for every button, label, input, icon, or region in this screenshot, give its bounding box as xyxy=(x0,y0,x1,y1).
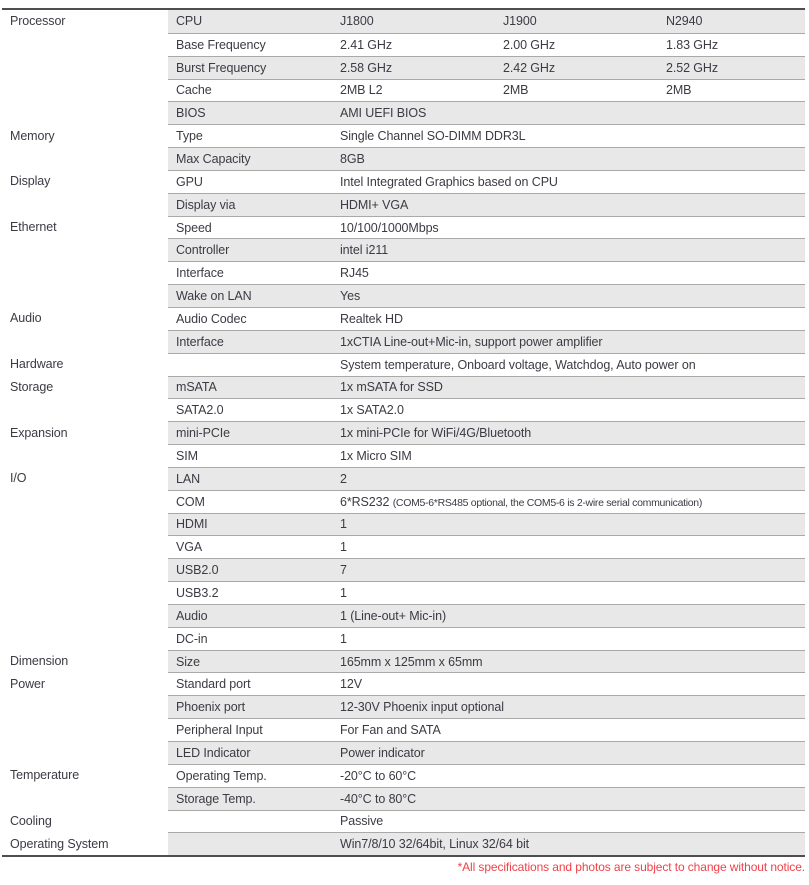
row-value: 1x SATA2.0 xyxy=(340,403,404,418)
row-key: USB2.0 xyxy=(176,563,219,578)
row-body xyxy=(168,376,805,399)
row-values xyxy=(340,243,805,257)
row-key: Display via xyxy=(176,197,236,212)
row-category xyxy=(2,261,168,284)
row-category xyxy=(2,718,168,741)
spec-row xyxy=(2,490,805,513)
row-value: 2.41 GHz xyxy=(340,37,393,52)
row-values xyxy=(340,198,805,212)
row-category: Storage xyxy=(2,376,168,399)
row-category: Processor xyxy=(2,10,168,33)
spec-row xyxy=(2,467,805,490)
row-category: Power xyxy=(2,672,168,695)
row-key: Interface xyxy=(176,266,224,281)
row-category xyxy=(2,284,168,307)
row-values xyxy=(340,655,805,669)
row-value: 7 xyxy=(340,563,347,578)
row-category xyxy=(2,490,168,513)
spec-row xyxy=(2,147,805,170)
row-category: Operating System xyxy=(2,832,168,855)
row-key: mSATA xyxy=(176,380,217,395)
spec-row xyxy=(2,764,805,787)
row-body xyxy=(168,832,805,855)
row-value: 10/100/1000Mbps xyxy=(340,220,439,235)
row-category xyxy=(2,627,168,650)
row-body xyxy=(168,810,805,833)
row-values xyxy=(340,792,805,806)
row-key: Controller xyxy=(176,243,230,258)
row-value: 12V xyxy=(340,677,362,692)
row-category xyxy=(2,147,168,170)
row-key: HDMI xyxy=(176,517,208,532)
spec-row xyxy=(2,79,805,102)
row-body xyxy=(168,513,805,536)
row-key: VGA xyxy=(176,540,203,555)
row-value: N2940 xyxy=(666,14,703,29)
spec-row xyxy=(2,101,805,124)
row-value: Yes xyxy=(340,289,361,304)
spec-row xyxy=(2,353,805,376)
row-values xyxy=(340,769,805,783)
row-values xyxy=(340,814,805,828)
row-key: Base Frequency xyxy=(176,37,266,52)
row-values xyxy=(340,837,805,851)
row-values xyxy=(340,540,805,554)
row-key: Interface xyxy=(176,334,224,349)
row-category xyxy=(2,695,168,718)
row-value: 1x mSATA for SSD xyxy=(340,380,443,395)
row-values xyxy=(340,83,805,97)
row-values xyxy=(340,221,805,235)
row-values xyxy=(340,129,805,143)
spec-row xyxy=(2,627,805,650)
row-body xyxy=(168,193,805,216)
row-values xyxy=(340,746,805,760)
row-values xyxy=(340,289,805,303)
row-body xyxy=(168,535,805,558)
row-category: Hardware xyxy=(2,353,168,376)
spec-row xyxy=(2,695,805,718)
row-body xyxy=(168,467,805,490)
row-key: Max Capacity xyxy=(176,151,251,166)
row-value: -40°C to 80°C xyxy=(340,791,417,806)
row-value: HDMI+ VGA xyxy=(340,197,409,212)
spec-row xyxy=(2,650,805,673)
spec-row xyxy=(2,56,805,79)
row-values xyxy=(340,517,805,531)
row-values xyxy=(340,175,805,189)
row-category: Dimension xyxy=(2,650,168,673)
spec-row xyxy=(2,810,805,833)
spec-row xyxy=(2,10,805,33)
row-category xyxy=(2,398,168,421)
row-value: J1900 xyxy=(503,14,537,29)
row-value: 2MB xyxy=(503,83,529,98)
row-value: 2MB xyxy=(666,83,692,98)
row-key: SIM xyxy=(176,448,198,463)
row-key: Standard port xyxy=(176,677,251,692)
row-value: Realtek HD xyxy=(340,311,403,326)
row-value-note: (COM5-6*RS485 optional, the COM5-6 is 2-wire serial communication) xyxy=(392,496,703,509)
row-value: 1 xyxy=(340,517,347,532)
row-key: Peripheral Input xyxy=(176,723,263,738)
row-value: 2.58 GHz xyxy=(340,60,393,75)
row-values xyxy=(340,586,805,600)
row-body xyxy=(168,10,805,33)
row-values xyxy=(340,563,805,577)
spec-row xyxy=(2,124,805,147)
row-category xyxy=(2,101,168,124)
row-body xyxy=(168,444,805,467)
row-value: 8GB xyxy=(340,151,365,166)
row-values xyxy=(340,700,805,714)
row-body xyxy=(168,672,805,695)
row-value-main: 6*RS232 xyxy=(340,494,390,509)
spec-row xyxy=(2,170,805,193)
row-values xyxy=(340,312,805,326)
row-value: 1 xyxy=(340,540,347,555)
row-body xyxy=(168,490,805,513)
row-category xyxy=(2,581,168,604)
row-value: RJ45 xyxy=(340,266,369,281)
spec-row xyxy=(2,558,805,581)
row-value: System temperature, Onboard voltage, Watchdog, Auto power on xyxy=(340,357,696,372)
row-category xyxy=(2,604,168,627)
row-key: Phoenix port xyxy=(176,700,245,715)
row-body xyxy=(168,558,805,581)
row-value: J1800 xyxy=(340,14,374,29)
row-values xyxy=(340,426,805,440)
row-values xyxy=(340,723,805,737)
spec-row xyxy=(2,330,805,353)
row-body xyxy=(168,695,805,718)
row-value: 1 xyxy=(340,586,347,601)
row-body xyxy=(168,170,805,193)
row-values xyxy=(340,335,805,349)
row-body xyxy=(168,604,805,627)
row-value: 2MB L2 xyxy=(340,83,383,98)
row-body xyxy=(168,764,805,787)
row-key: Operating Temp. xyxy=(176,768,267,783)
row-category: Audio xyxy=(2,307,168,330)
row-category: Temperature xyxy=(2,764,168,787)
row-category xyxy=(2,238,168,261)
row-body xyxy=(168,741,805,764)
row-body xyxy=(168,398,805,421)
row-body xyxy=(168,421,805,444)
row-value: 1 xyxy=(340,631,347,646)
row-body xyxy=(168,33,805,56)
spec-row xyxy=(2,261,805,284)
row-category xyxy=(2,558,168,581)
row-value: 2.52 GHz xyxy=(666,60,719,75)
row-value: intel i211 xyxy=(340,243,389,258)
row-category xyxy=(2,513,168,536)
spec-row xyxy=(2,718,805,741)
row-key: SATA2.0 xyxy=(176,403,224,418)
row-value: For Fan and SATA xyxy=(340,723,441,738)
row-body xyxy=(168,261,805,284)
row-values xyxy=(340,380,805,394)
spec-row xyxy=(2,535,805,558)
row-value: Passive xyxy=(340,814,384,829)
spec-row xyxy=(2,238,805,261)
row-category xyxy=(2,193,168,216)
row-value: 1x mini-PCIe for WiFi/4G/Bluetooth xyxy=(340,426,532,441)
spec-row xyxy=(2,284,805,307)
row-key: GPU xyxy=(176,174,203,189)
spec-row xyxy=(2,307,805,330)
row-values xyxy=(340,495,805,509)
row-value: Power indicator xyxy=(340,745,425,760)
row-body xyxy=(168,650,805,673)
row-values xyxy=(340,266,805,280)
row-body xyxy=(168,353,805,376)
row-key: Cache xyxy=(176,83,212,98)
row-category xyxy=(2,79,168,102)
row-values xyxy=(340,61,805,75)
row-value: AMI UEFI BIOS xyxy=(340,106,427,121)
spec-row xyxy=(2,444,805,467)
row-value: 12-30V Phoenix input optional xyxy=(340,700,504,715)
row-value: Intel Integrated Graphics based on CPU xyxy=(340,174,558,189)
row-value: 1x Micro SIM xyxy=(340,448,412,463)
spec-row xyxy=(2,672,805,695)
row-category xyxy=(2,330,168,353)
row-values xyxy=(340,403,805,417)
row-category xyxy=(2,33,168,56)
row-key: mini-PCIe xyxy=(176,426,230,441)
row-category: Display xyxy=(2,170,168,193)
row-value xyxy=(340,495,805,509)
row-body xyxy=(168,238,805,261)
row-values xyxy=(340,609,805,623)
row-category xyxy=(2,444,168,467)
row-category: Memory xyxy=(2,124,168,147)
row-body xyxy=(168,124,805,147)
row-body xyxy=(168,216,805,239)
spec-row xyxy=(2,787,805,810)
row-body xyxy=(168,284,805,307)
row-values xyxy=(340,472,805,486)
row-value: -20°C to 60°C xyxy=(340,768,417,783)
row-body xyxy=(168,581,805,604)
row-key: Storage Temp. xyxy=(176,791,256,806)
spec-row xyxy=(2,832,805,855)
row-category xyxy=(2,741,168,764)
spec-row xyxy=(2,581,805,604)
row-key: BIOS xyxy=(176,106,206,121)
row-value: 1xCTIA Line-out+Mic-in, support power amplifier xyxy=(340,334,603,349)
row-values xyxy=(340,632,805,646)
row-body xyxy=(168,79,805,102)
row-value: 165mm x 125mm x 65mm xyxy=(340,654,483,669)
spec-row xyxy=(2,33,805,56)
footer-note: *All specifications and photos are subject to change without notice. xyxy=(457,860,805,874)
row-category: Cooling xyxy=(2,810,168,833)
row-key: Wake on LAN xyxy=(176,289,252,304)
row-key: Size xyxy=(176,654,200,669)
row-body xyxy=(168,101,805,124)
row-category xyxy=(2,56,168,79)
row-category xyxy=(2,787,168,810)
row-category: I/O xyxy=(2,467,168,490)
spec-row xyxy=(2,193,805,216)
row-body xyxy=(168,718,805,741)
spec-row xyxy=(2,604,805,627)
row-key: Audio xyxy=(176,608,208,623)
row-value: Single Channel SO-DIMM DDR3L xyxy=(340,129,526,144)
spec-row xyxy=(2,216,805,239)
spec-row xyxy=(2,398,805,421)
row-body xyxy=(168,147,805,170)
row-body xyxy=(168,330,805,353)
spec-table xyxy=(2,8,805,857)
row-value: 2 xyxy=(340,471,347,486)
row-values xyxy=(340,358,805,372)
spec-row xyxy=(2,513,805,536)
row-key: LAN xyxy=(176,471,201,486)
row-value: Win7/8/10 32/64bit, Linux 32/64 bit xyxy=(340,837,529,852)
row-key: COM xyxy=(176,494,205,509)
row-category: Ethernet xyxy=(2,216,168,239)
row-values xyxy=(340,38,805,52)
row-body xyxy=(168,787,805,810)
row-body xyxy=(168,56,805,79)
spec-row xyxy=(2,376,805,399)
row-category: Expansion xyxy=(2,421,168,444)
row-value: 1 (Line-out+ Mic-in) xyxy=(340,608,447,623)
row-values xyxy=(340,152,805,166)
row-key: USB3.2 xyxy=(176,586,219,601)
row-key: Audio Codec xyxy=(176,311,247,326)
row-value: 2.00 GHz xyxy=(503,37,556,52)
row-body xyxy=(168,627,805,650)
row-values xyxy=(340,449,805,463)
row-key: Burst Frequency xyxy=(176,60,267,75)
row-values xyxy=(340,106,805,120)
spec-row xyxy=(2,421,805,444)
row-key: Type xyxy=(176,129,203,144)
row-category xyxy=(2,535,168,558)
row-key: Speed xyxy=(176,220,212,235)
row-key: DC-in xyxy=(176,631,208,646)
row-values xyxy=(340,677,805,691)
row-values xyxy=(340,14,805,28)
row-key: LED Indicator xyxy=(176,745,251,760)
row-body xyxy=(168,307,805,330)
spec-row xyxy=(2,741,805,764)
row-value: 2.42 GHz xyxy=(503,60,556,75)
row-key: CPU xyxy=(176,14,203,29)
row-value: 1.83 GHz xyxy=(666,37,719,52)
